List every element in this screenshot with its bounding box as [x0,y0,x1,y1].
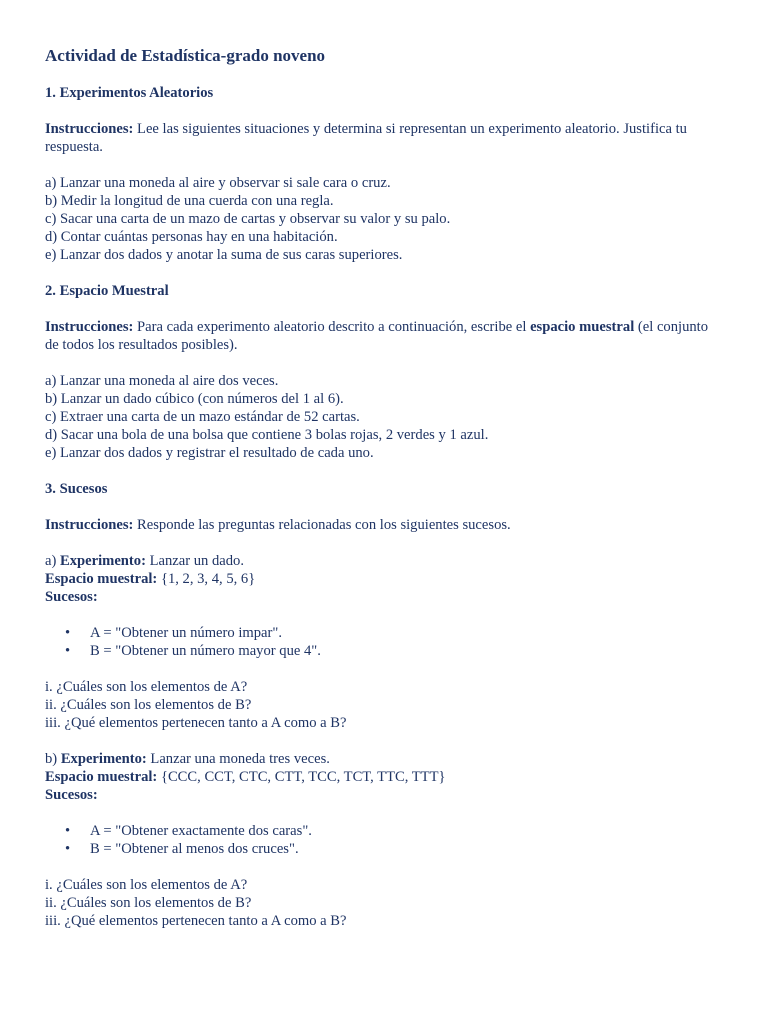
instructions-text: (el conjunto de todos los resultados posibles). [45,319,709,353]
question-item: ii. ¿Cuáles son los elementos de B? [45,895,252,911]
events-label [45,588,725,606]
experiment-text: Lanzar un dado. [145,553,244,569]
instructions-label: Instrucciones: [45,319,134,335]
list-item: d) Contar cuántas personas hay en una habitación. [45,229,338,245]
document-title: Actividad de Estadística-grado noveno [45,46,326,65]
question-item: ii. ¿Cuáles son los elementos de B? [45,697,252,713]
experiment-text: Lanzar una moneda tres veces. [146,751,330,767]
section-3-heading: 3. Sucesos [45,481,108,497]
instructions-text: Lee las siguientes situaciones y determina si representan un experimento aleatorio. Justifica tu respuesta. [45,121,687,155]
event-item: • B = "Obtener al menos dos cruces". [45,840,725,858]
question-item: iii. ¿Qué elementos pertenecen tanto a A como a B? [45,715,347,731]
sample-space-label: Espacio muestral: [45,769,158,785]
experiment-line [45,552,725,570]
section-1-list [45,174,725,264]
list-item: c) Extraer una carta de un mazo estándar de 52 cartas. [45,409,360,425]
section-1-instructions [45,120,725,156]
instructions-bold-term: espacio muestral [530,319,635,335]
list-item: e) Lanzar dos dados y registrar el resultado de cada uno. [45,445,374,461]
item-prefix: a) [45,553,60,569]
question-item: i. ¿Cuáles son los elementos de A? [45,679,248,695]
event-item: • B = "Obtener un número mayor que 4". [45,642,725,660]
event-item: • A = "Obtener exactamente dos caras". [45,822,725,840]
list-item: a) Lanzar una moneda al aire dos veces. [45,373,279,389]
sample-space-line [45,768,725,786]
sample-space-line [45,570,725,588]
list-item: c) Sacar una carta de un mazo de cartas y observar su valor y su palo. [45,211,451,227]
exercise-b [45,750,725,930]
instructions-text: Para cada experimento aleatorio descrito a continuación, escribe el [133,319,531,335]
experiment-line [45,750,725,768]
list-item: b) Lanzar un dado cúbico (con números del 1 al 6). [45,391,344,407]
instructions-label: Instrucciones: [45,517,134,533]
event-item: • A = "Obtener un número impar". [45,624,725,642]
experiment-label: Experimento: [60,553,146,569]
section-1-heading: 1. Experimentos Aleatorios [45,85,214,101]
document-page [45,44,725,930]
list-item: d) Sacar una bola de una bolsa que contiene 3 bolas rojas, 2 verdes y 1 azul. [45,427,489,443]
list-item: b) Medir la longitud de una cuerda con una regla. [45,193,334,209]
question-item: iii. ¿Qué elementos pertenecen tanto a A como a B? [45,913,347,929]
events-label-text: Sucesos: [45,787,98,803]
list-item: e) Lanzar dos dados y anotar la suma de sus caras superiores. [45,247,403,263]
item-prefix: b) [45,751,61,767]
instructions-label: Instrucciones: [45,121,134,137]
sample-space-label: Espacio muestral: [45,571,158,587]
events-list [45,822,725,858]
exercise-a [45,552,725,732]
section-2-heading: 2. Espacio Muestral [45,283,169,299]
question-item: i. ¿Cuáles son los elementos de A? [45,877,248,893]
experiment-label: Experimento: [60,751,147,767]
events-label-text: Sucesos: [45,589,98,605]
events-label [45,786,725,804]
list-item: a) Lanzar una moneda al aire y observar si sale cara o cruz. [45,175,391,191]
section-2-instructions [45,318,725,354]
instructions-text: Responde las preguntas relacionadas con los siguientes sucesos. [133,517,511,533]
sample-space-text: {CCC, CCT, CTC, CTT, TCC, TCT, TTC, TTT} [157,769,446,785]
section-2-list [45,372,725,462]
events-list [45,624,725,660]
section-3-instructions [45,516,725,534]
sample-space-text: {1, 2, 3, 4, 5, 6} [157,571,256,587]
